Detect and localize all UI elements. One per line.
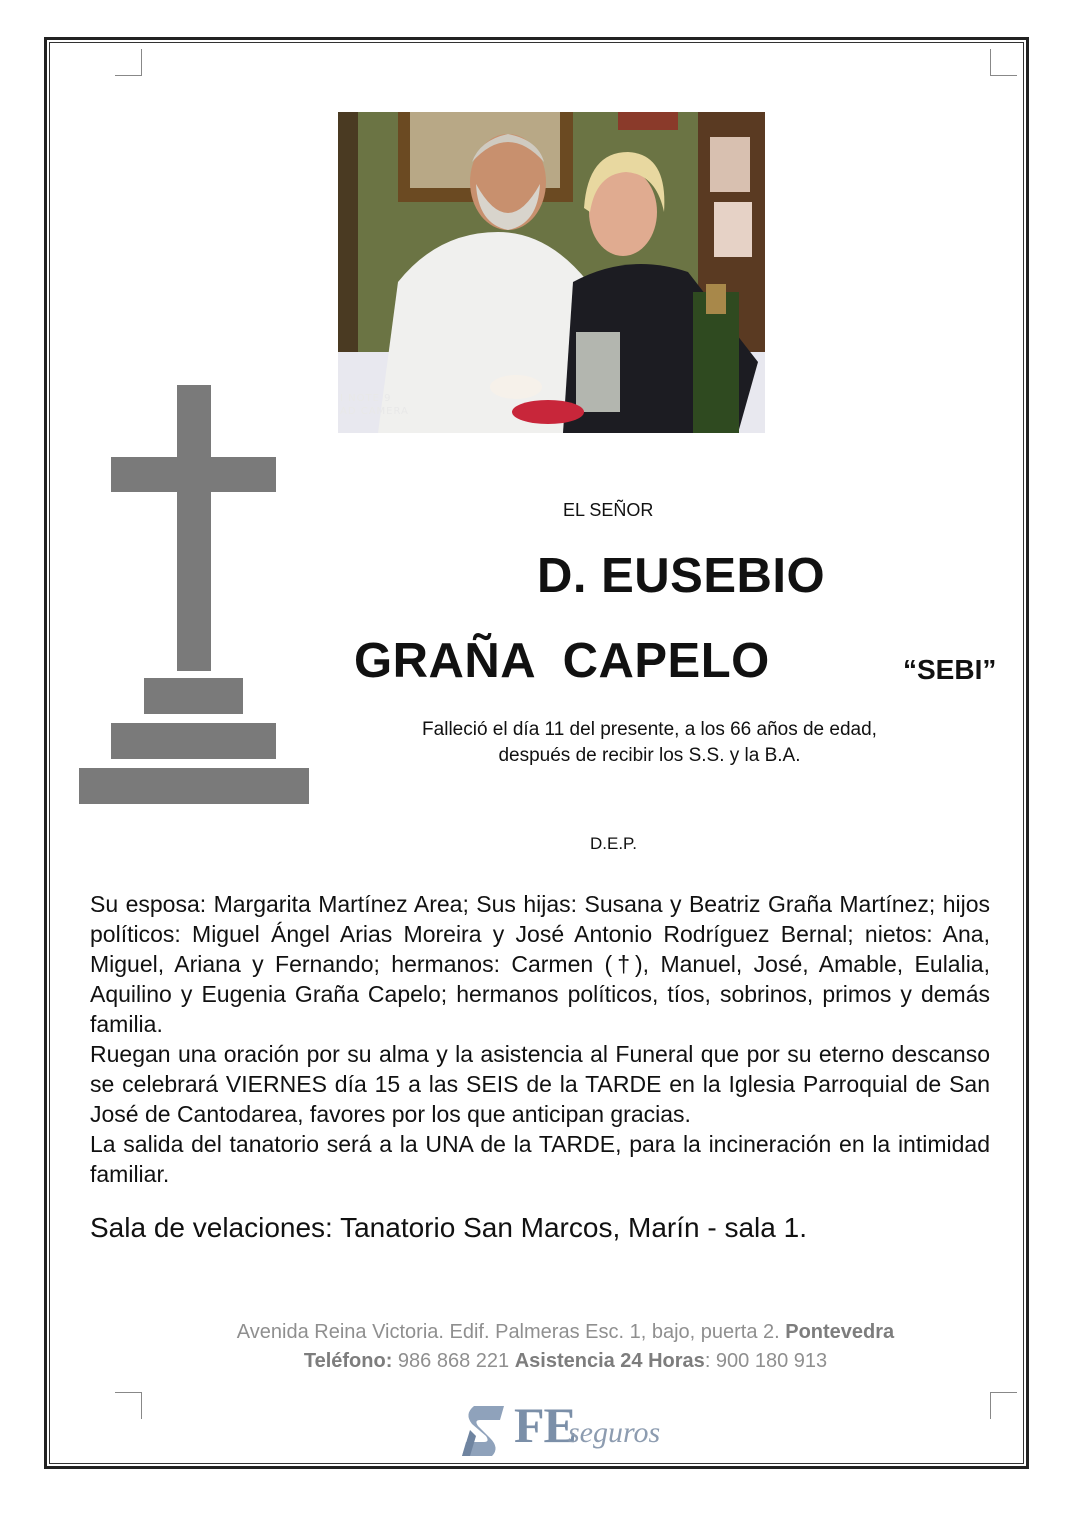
crop-mark-bottom-left <box>115 1392 142 1419</box>
portrait-photo <box>338 112 765 433</box>
footer-address <box>0 1321 1079 1344</box>
fe-seguros-logo <box>456 1396 686 1460</box>
rip-abbreviation: D.E.P. <box>590 834 637 853</box>
funeral-paragraph: Ruegan una oración por su alma y la asistencia al Funeral que por su eterno descanso se celebrará VIERNES día 15 a las SEIS de la TARDE en la Iglesia Parroquial de San José de Cantodarea, favores por los que anticipan gracias. <box>90 1041 990 1127</box>
wake-room-info: Sala de velaciones: Tanatorio San Marcos, Marín - sala 1. <box>90 1212 807 1243</box>
deceased-nickname: “SEBI” <box>903 654 997 685</box>
honorific: EL SEÑOR <box>563 500 654 520</box>
seguros-logo-text: seguros <box>568 1416 661 1449</box>
deceased-name-line1: D. EUSEBIO <box>537 549 826 603</box>
crop-mark-top-right <box>990 49 1017 76</box>
portrait-photo-image <box>338 112 765 433</box>
family-paragraph: Su esposa: Margarita Martínez Area; Sus hijas: Susana y Beatriz Graña Martínez; hijos políticos: Miguel Ángel Arias Moreira y José Antonio Rodríguez Bernal; nietos: Ana, Miguel, Ariana y Fernando; hermanos: Carmen (†), Manuel, José, Amable, Eulalia, Aquilino y Eugenia Graña Capelo; hermanos políticos, tíos, sobrinos, primos y demás familia. <box>90 891 990 1037</box>
footer-phone: 986 868 221 <box>392 1350 515 1372</box>
photo-camera-watermark: I NOTE 9 AD CAMERA <box>340 393 409 417</box>
crop-mark-bottom-right <box>990 1392 1017 1419</box>
footer-phone-label: Teléfono: <box>303 1350 393 1372</box>
fe-logo-mark-icon <box>456 1400 512 1460</box>
body-text <box>90 889 990 1189</box>
departure-paragraph: La salida del tanatorio será a la UNA de la TARDE, para la incineración en la intimidad familiar. <box>90 1131 990 1187</box>
footer-address-text: Avenida Reina Victoria. Edif. Palmeras Esc. 1, bajo, puerta 2. <box>236 1321 786 1343</box>
death-notice-line1: Falleció el día 11 del presente, a los 66 años de edad, <box>422 719 877 740</box>
footer-assist-phone: : 900 180 913 <box>704 1350 828 1372</box>
death-notice-line2: después de recibir los S.S. y la B.A. <box>498 745 801 766</box>
crop-mark-top-left <box>115 49 142 76</box>
footer-city: Pontevedra <box>785 1321 895 1343</box>
fe-logo-text: FE <box>514 1397 576 1453</box>
footer-contact <box>0 1350 1079 1373</box>
footer-assist-label: Asistencia 24 Horas <box>514 1350 705 1372</box>
deceased-name-line2: GRAÑA CAPELO <box>354 634 770 688</box>
